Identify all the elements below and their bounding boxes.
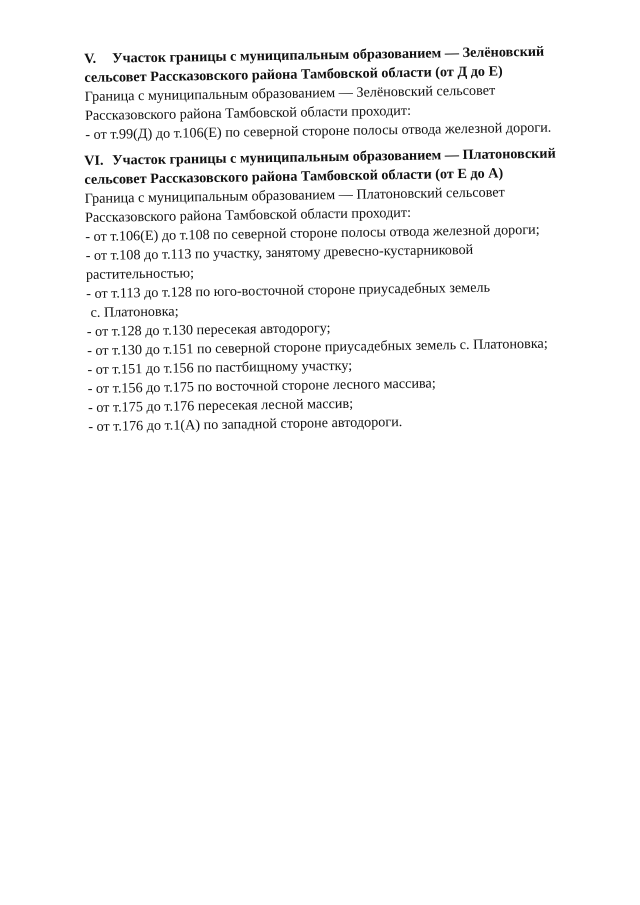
section-vi-list-item: - от т.175 до т.176 пересекая лесной массив; xyxy=(87,395,354,416)
section-v-text-line: Граница с муниципальным образованием — Зелёновский сельсовет xyxy=(84,82,496,105)
section-vi-list-item: - от т.113 до т.128 по юго-восточной стороне приусадебных земель xyxy=(86,279,491,302)
section-v xyxy=(84,42,585,145)
section-vi-text-line: Рассказовского района Тамбовской области проходит: xyxy=(84,204,412,226)
section-vi-number: VI. xyxy=(84,152,104,169)
section-v-heading-line2: сельсовет Рассказовского района Тамбовской области (от Д до Е) xyxy=(84,63,503,86)
section-v-list-item: - от т.99(Д) до т.106(Е) по северной стороне полосы отвода железной дороги. xyxy=(85,119,552,143)
section-vi-list-item: - от т.176 до т.1(А) по западной стороне автодороги. xyxy=(88,414,403,435)
section-vi-list-item: - от т.106(Е) до т.108 по северной стороне полосы отвода железной дороги; xyxy=(85,221,540,245)
section-vi-list-item-continuation: растительностью; xyxy=(85,265,195,283)
section-v-number: V. xyxy=(84,50,97,67)
section-vi-list-item: - от т.156 до т.175 по восточной стороне лесного массива; xyxy=(87,375,436,397)
section-vi-text-line: Граница с муниципальным образованием — Платоновский сельсовет xyxy=(84,184,505,207)
section-vi-list-item-continuation: с. Платоновка; xyxy=(90,303,179,321)
section-vi-heading-line2: сельсовет Рассказовского района Тамбовской области (от Е до А) xyxy=(84,165,504,188)
section-vi xyxy=(84,144,588,437)
section-vi-list-item: - от т.151 до т.156 по пастбищному участку; xyxy=(87,357,353,378)
section-v-text-line: Рассказовского района Тамбовской области проходит: xyxy=(84,102,412,124)
section-vi-list-item: - от т.108 до т.113 по участку, занятому древесно-кустарниковой xyxy=(85,241,474,264)
section-vi-list-item: - от т.128 до т.130 пересекая автодорогу; xyxy=(86,320,331,340)
section-vi-list-item: - от т.130 до т.151 по северной стороне приусадебных земель с. Платоновка; xyxy=(87,335,548,359)
section-vi-heading-line1: Участок границы с муниципальным образованием — Платоновский xyxy=(112,145,556,169)
section-v-heading-line1: Участок границы с муниципальным образованием — Зелёновский xyxy=(112,43,545,67)
